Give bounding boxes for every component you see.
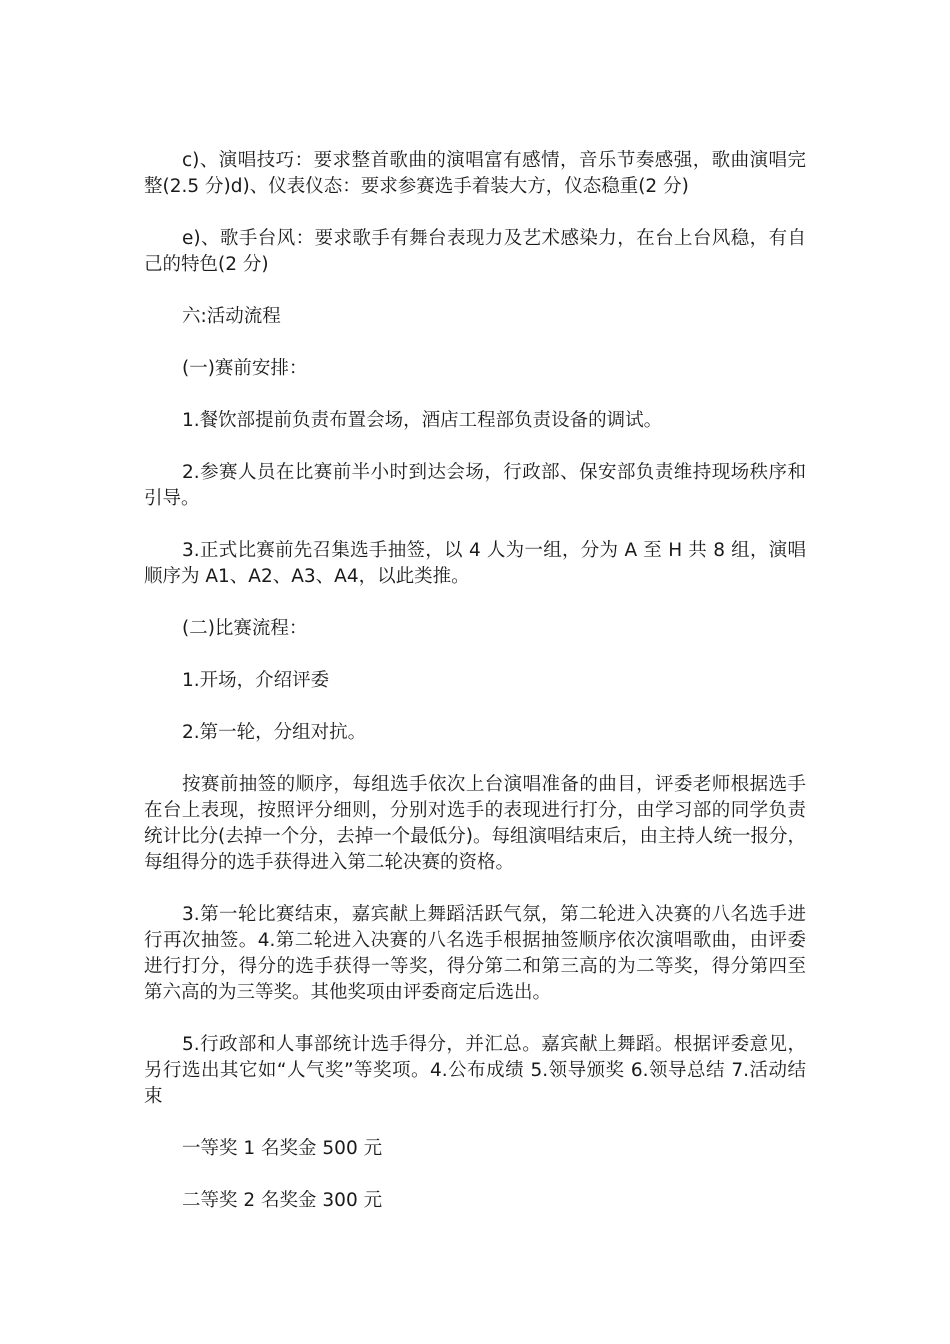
paragraph-flow-5-7: 5.行政部和人事部统计选手得分，并汇总。嘉宾献上舞蹈。根据评委意见，另行选出其它如“人气奖”等奖项。4.公布成绩 5.领导颁奖 6.领导总结 7.活动结束	[144, 1034, 806, 1107]
paragraph-flow-2: 2.第一轮，分组对抗。	[182, 722, 367, 743]
paragraph-flow-1: 1.开场，介绍评委	[182, 670, 330, 691]
paragraph-pre-3: 3.正式比赛前先召集选手抽签，以 4 人为一组，分为 A 至 H 共 8 组，演唱顺序为 A1、A2、A3、A4，以此类推。	[144, 540, 806, 587]
paragraph-flow-2-detail: 按赛前抽签的顺序，每组选手依次上台演唱准备的曲目，评委老师根据选手在台上表现，按照评分细则，分别对选手的表现进行打分，由学习部的同学负责统计比分(去掉一个分，去掉一个最低分)。每组演唱结束后，由主持人统一报分，每组得分的选手获得进入第二轮决赛的资格。	[144, 774, 806, 873]
document-body	[144, 148, 806, 1240]
section-heading-activity-flow: 六:活动流程	[182, 306, 281, 327]
prize-first: 一等奖 1 名奖金 500 元	[182, 1138, 383, 1159]
subheading-competition-flow: (二)比赛流程：	[182, 618, 308, 639]
paragraph-flow-3-4: 3.第一轮比赛结束，嘉宾献上舞蹈活跃气氛，第二轮进入决赛的八名选手进行再次抽签。4.第二轮进入决赛的八名选手根据抽签顺序依次演唱歌曲，由评委进行打分，得分的选手获得一等奖，得分第二和第三高的为二等奖，得分第四至第六高的为三等奖。其他奖项由评委商定后选出。	[144, 904, 806, 1003]
prize-second: 二等奖 2 名奖金 300 元	[182, 1190, 383, 1211]
paragraph-pre-1: 1.餐饮部提前负责布置会场，酒店工程部负责设备的调试。	[182, 410, 663, 431]
subheading-pre-competition: (一)赛前安排：	[182, 358, 308, 379]
paragraph-scoring-e: e)、歌手台风：要求歌手有舞台表现力及艺术感染力，在台上台风稳，有自己的特色(2 分)	[144, 228, 806, 275]
paragraph-pre-2: 2.参赛人员在比赛前半小时到达会场，行政部、保安部负责维持现场秩序和引导。	[144, 462, 806, 509]
paragraph-scoring-c-d: c)、演唱技巧：要求整首歌曲的演唱富有感情，音乐节奏感强，歌曲演唱完整(2.5 分)d)、仪表仪态：要求参赛选手着装大方，仪态稳重(2 分)	[144, 150, 806, 197]
